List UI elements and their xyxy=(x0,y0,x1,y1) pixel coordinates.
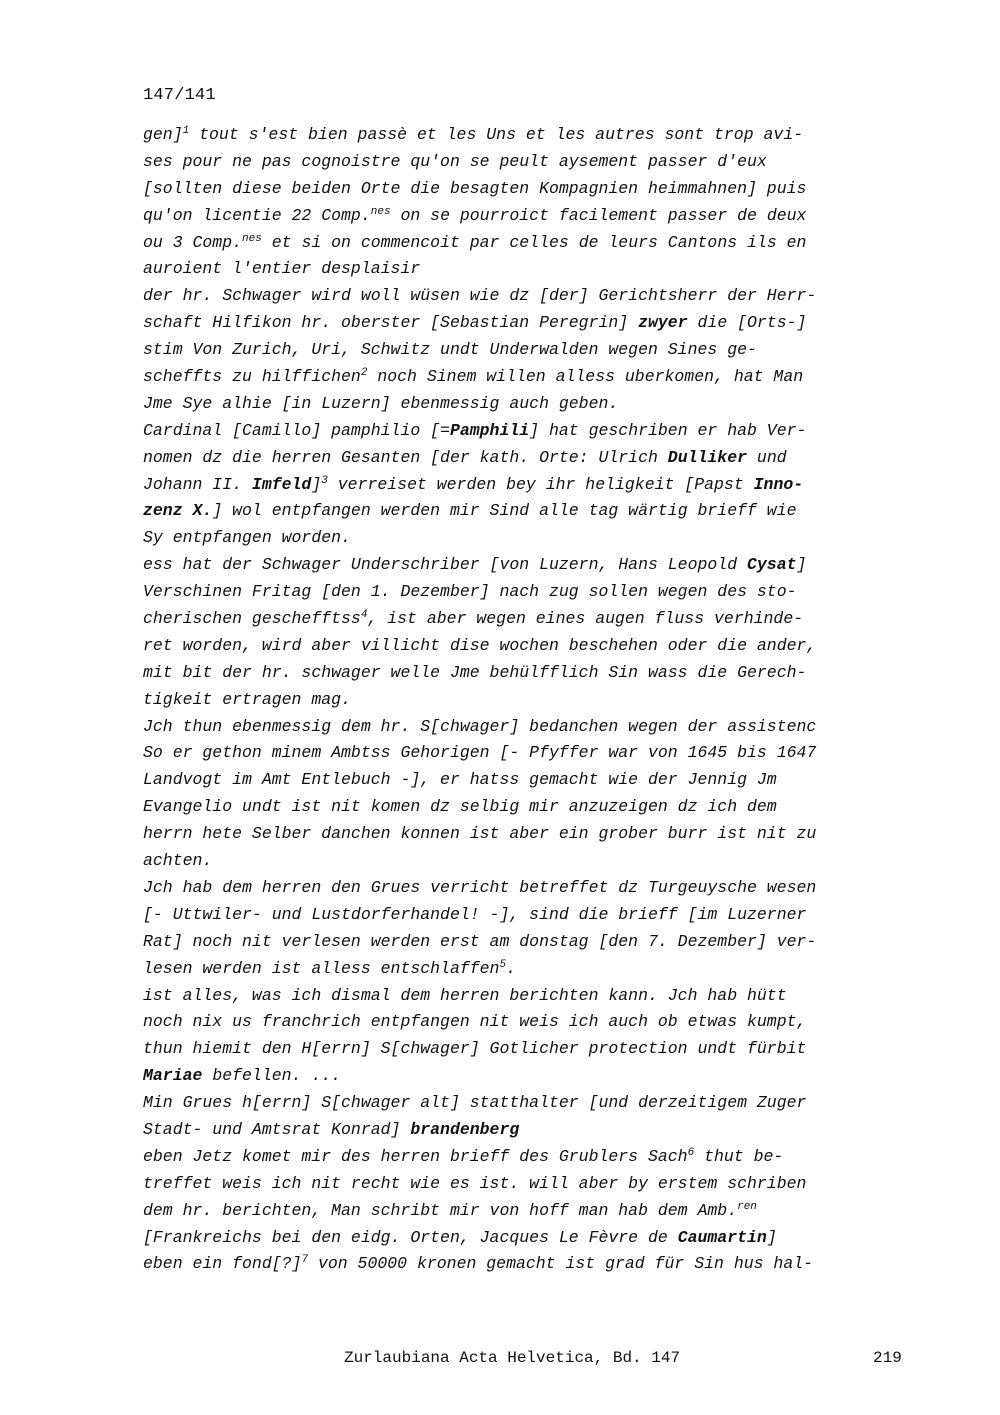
text-line xyxy=(143,418,913,445)
text-line xyxy=(143,848,913,875)
text-segment: tigkeit ertragen mag. xyxy=(143,689,351,709)
text-line xyxy=(143,283,913,310)
text-segment: ou 3 Comp. xyxy=(143,232,243,252)
text-segment: Min Grues h[errn] S[chwager alt] statthalter [und derzeitigem Zuger xyxy=(143,1093,807,1113)
footnote-marker: 3 xyxy=(321,474,328,487)
text-segment: mit bit der hr. schwager welle Jme behülfflich Sin wass die Gerech- xyxy=(143,662,807,682)
text-line xyxy=(143,364,913,391)
text-segment: Jch thun ebenmessig dem hr. S[chwager] bedanchen wegen der assistenc xyxy=(143,716,817,736)
text-line xyxy=(143,1171,913,1198)
text-segment: lesen werden ist alless entschlaffen xyxy=(143,958,500,978)
text-segment: achten. xyxy=(143,851,213,871)
footer-publication-title: Zurlaubiana Acta Helvetica, Bd. 147 xyxy=(344,1349,681,1367)
text-line xyxy=(143,687,913,714)
text-segment: verreiset werden bey ihr heligkeit [Papst xyxy=(327,474,754,494)
text-line xyxy=(143,256,913,283)
text-segment: Johann II. xyxy=(143,474,252,494)
text-segment: noch nix us franchrich entpfangen nit weis ich auch ob etwas kumpt, xyxy=(143,1012,807,1032)
text-line xyxy=(143,1090,913,1117)
text-segment: Evangelio undt ist nit komen dz selbig mir anzuzeigen dz ich dem xyxy=(143,797,777,817)
text-line xyxy=(143,445,913,472)
text-line xyxy=(143,794,913,821)
text-line xyxy=(143,633,913,660)
text-segment: Landvogt im Amt Entlebuch -], er hatss gemacht wie der Jennig Jm xyxy=(143,770,777,790)
text-line xyxy=(143,767,913,794)
footnote-marker: 5 xyxy=(499,958,507,971)
text-line xyxy=(143,1251,913,1278)
page-reference: 147/141 xyxy=(143,86,216,105)
text-line xyxy=(143,310,913,337)
text-segment: Sy entpfangen worden. xyxy=(143,528,351,548)
text-line xyxy=(143,525,913,552)
text-segment: ist alles, was ich dismal dem herren berichten kann. Jch hab hütt xyxy=(143,985,787,1005)
text-line xyxy=(143,929,913,956)
text-segment: Cardinal [Camillo] pamphilio [= xyxy=(143,420,450,440)
text-segment: Verschinen Fritag [den 1. Dezember] nach zug sollen wegen des sto- xyxy=(143,582,797,602)
text-line xyxy=(143,176,913,203)
text-segment: . xyxy=(506,958,516,978)
text-segment: der hr. Schwager wird woll wüsen wie dz [der] Gerichtsherr der Herr- xyxy=(143,286,817,306)
text-segment: ret worden, wird aber villicht dise wochen beschehen oder die ander, xyxy=(143,635,817,655)
text-segment: dem hr. berichten, Man schribt mir von hoff man hab dem Amb. xyxy=(143,1200,738,1220)
text-segment: stim Von Zurich, Uri, Schwitz undt Underwalden wegen Sines ge- xyxy=(143,340,757,360)
bold-name: Dulliker xyxy=(667,447,748,467)
text-segment: ] xyxy=(311,474,322,494)
text-segment: ] xyxy=(766,1227,777,1247)
text-segment: on se pourroict facilement passer de deux xyxy=(390,205,807,225)
text-line xyxy=(143,902,913,929)
text-segment: die [Orts-] xyxy=(687,313,807,333)
bold-name: Imfeld xyxy=(251,474,312,494)
text-segment: ses pour ne pas cognoistre qu'on se peult aysement passer d'eux xyxy=(143,151,767,171)
text-line xyxy=(143,149,913,176)
footnote-marker: nes xyxy=(370,205,391,218)
text-segment: eben Jetz komet mir des herren brieff des Grublers Sach xyxy=(143,1146,688,1166)
text-segment: , ist aber wegen eines augen fluss verhinde- xyxy=(367,609,804,629)
text-line xyxy=(143,337,913,364)
letter-body xyxy=(143,122,913,1278)
bold-name: Mariae xyxy=(143,1066,203,1086)
text-segment: thut be- xyxy=(694,1146,784,1166)
text-segment: nomen dz die herren Gesanten [der kath. Orte: Ulrich xyxy=(143,447,668,467)
text-line xyxy=(143,983,913,1010)
bold-name: brandenberg xyxy=(410,1119,520,1139)
text-segment: und xyxy=(747,447,787,467)
footer-page-number: 219 xyxy=(873,1349,902,1367)
text-line xyxy=(143,875,913,902)
footnote-marker: ren xyxy=(737,1200,757,1213)
footnote-marker: 6 xyxy=(687,1146,695,1159)
text-segment: schaft Hilfikon hr. oberster [Sebastian Peregrin] xyxy=(143,313,639,333)
text-segment: ] xyxy=(796,555,807,575)
text-line xyxy=(143,606,913,633)
text-segment: ess hat der Schwager Underschriber [von Luzern, Hans Leopold xyxy=(143,555,747,575)
footnote-marker: nes xyxy=(242,232,262,245)
text-line xyxy=(143,1225,913,1252)
text-line xyxy=(143,714,913,741)
text-line xyxy=(143,956,913,983)
text-segment: qu'on licentie 22 Comp. xyxy=(143,205,371,225)
text-segment: Stadt- und Amtsrat Konrad] xyxy=(143,1119,411,1139)
footnote-marker: 1 xyxy=(182,125,190,137)
text-segment: von 50000 kronen gemacht ist grad für Sin hus hal- xyxy=(308,1254,814,1274)
text-segment: cherischen geschefftss xyxy=(143,609,361,629)
text-line xyxy=(143,472,913,499)
text-segment: eben ein fond[?] xyxy=(143,1254,302,1274)
text-line xyxy=(143,579,913,606)
text-line xyxy=(143,1036,913,1063)
text-segment: gen] xyxy=(143,125,183,144)
footnote-marker: 2 xyxy=(360,367,368,380)
text-segment: [sollten diese beiden Orte die besagten Kompagnien heimmahnen] puis xyxy=(143,178,807,198)
text-segment: scheffts zu hilffichen xyxy=(143,367,361,387)
text-line xyxy=(143,1144,913,1171)
text-line xyxy=(143,203,913,230)
text-segment: Rat] noch nit verlesen werden erst am donstag [den 7. Dezember] ver- xyxy=(143,931,817,951)
bold-name: zenz X. xyxy=(143,501,213,521)
text-line xyxy=(143,1117,913,1144)
text-segment: Jch hab dem herren den Grues verricht betreffet dz Turgeuysche wesen xyxy=(143,877,817,897)
text-line xyxy=(143,230,913,257)
text-segment: [Frankreichs bei den eidg. Orten, Jacques Le Fèvre de xyxy=(143,1227,678,1247)
text-segment: noch Sinem willen alless uberkomen, hat Man xyxy=(367,367,804,387)
bold-name: Inno- xyxy=(753,474,804,494)
text-line xyxy=(143,1009,913,1036)
text-segment: auroient l'entier desplaisir xyxy=(143,259,421,279)
text-segment: treffet weis ich nit recht wie es ist. will aber by erstem schriben xyxy=(143,1173,807,1193)
footnote-marker: 4 xyxy=(360,609,368,622)
text-segment: thun hiemit den H[errn] S[chwager] Gotlicher protection undt fürbit xyxy=(143,1039,807,1059)
text-line xyxy=(143,498,913,525)
text-line xyxy=(143,660,913,687)
text-segment: So er gethon minem Ambtss Gehorigen [- Pfyffer war von 1645 bis 1647 xyxy=(143,743,817,763)
text-line xyxy=(143,740,913,767)
footnote-marker: 7 xyxy=(301,1254,309,1267)
text-segment: et si on commencoit par celles de leurs Cantons ils en xyxy=(261,232,807,252)
bold-name: Pamphili xyxy=(449,420,530,440)
text-segment: Jme Sye alhie [in Luzern] ebenmessig auch geben. xyxy=(143,393,619,413)
text-line xyxy=(143,1063,913,1090)
text-segment: herrn hete Selber danchen konnen ist aber ein grober burr ist nit zu xyxy=(143,824,817,844)
bold-name: Caumartin xyxy=(677,1227,767,1247)
text-line xyxy=(143,391,913,418)
text-segment: [- Uttwiler- und Lustdorferhandel! -], sind die brieff [im Luzerner xyxy=(143,904,807,924)
text-line xyxy=(143,552,913,579)
text-line xyxy=(143,821,913,848)
text-segment: ] wol entpfangen werden mir Sind alle tag wärtig brieff wie xyxy=(212,501,797,521)
text-line xyxy=(143,1198,913,1225)
text-segment: ] hat geschriben er hab Ver- xyxy=(529,420,807,440)
text-line xyxy=(143,122,913,149)
bold-name: zwyer xyxy=(638,313,688,333)
bold-name: Cysat xyxy=(747,555,797,575)
text-segment: tout s'est bien passè et les Uns et les autres sont trop avi- xyxy=(189,125,804,144)
text-segment: befellen. ... xyxy=(202,1066,342,1086)
